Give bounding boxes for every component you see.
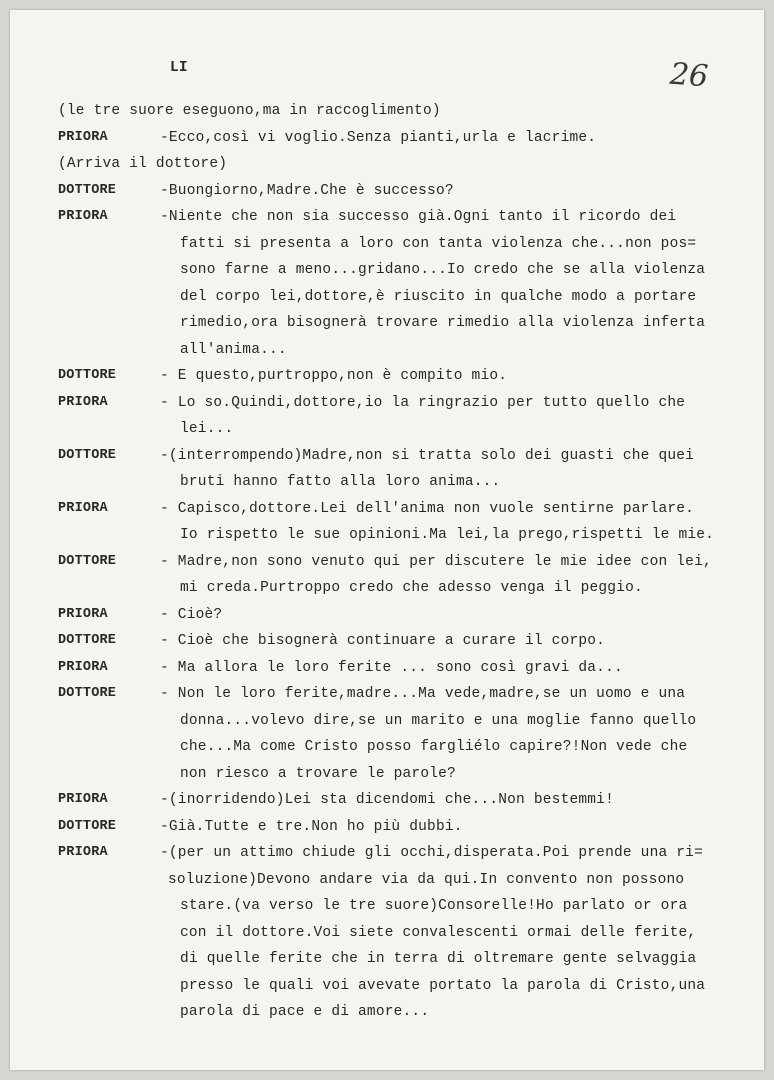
speaker-name: DOTTORE (58, 818, 117, 834)
dialogue-text: fatti si presenta a loro con tanta violenza che...non pos= (180, 235, 697, 252)
script-line (58, 973, 758, 1000)
dialogue-text: -Buongiorno,Madre.Che è successo? (160, 182, 454, 199)
script-line (58, 98, 758, 125)
dialogue-text: -(per un attimo chiude gli occhi,disperata.Poi prende una ri= (160, 845, 703, 861)
script-line (58, 443, 758, 470)
script-line (58, 310, 758, 337)
script-line (58, 231, 758, 258)
speaker-name: PRIORA (58, 209, 108, 224)
speaker-name: DOTTORE (58, 553, 117, 569)
script-line (58, 390, 758, 417)
dialogue-text: - Lo so.Quindi,dottore,io la ringrazio per tutto quello che (160, 394, 686, 411)
dialogue-text: -(interrompendo)Madre,non si tratta solo dei guasti che quei (160, 447, 695, 464)
script-line (58, 469, 758, 496)
speaker-name: PRIORA (58, 792, 108, 807)
script-line (58, 787, 758, 814)
typewritten-page (10, 10, 764, 1070)
script-line (58, 257, 758, 284)
script-line (58, 734, 758, 761)
dialogue-text: -(inorridendo)Lei sta dicendomi che...Non bestemmi! (160, 792, 614, 808)
dialogue-text: - Cioè che bisognerà continuare a curare il corpo. (160, 633, 606, 649)
dialogue-text: -Ecco,così vi voglio.Senza pianti,urla e lacrime. (160, 129, 597, 146)
dialogue-text: - Ma allora le loro ferite ... sono così gravi da... (160, 659, 623, 676)
dialogue-text: parola di pace e di amore... (180, 1004, 430, 1020)
speaker-name: DOTTORE (58, 368, 117, 383)
script-line (58, 840, 758, 867)
dialogue-text: Io rispetto le sue opinioni.Ma lei,la prego,rispetti le mie. (180, 527, 715, 543)
dialogue-text: stare.(va verso le tre suore)Consorelle!Ho parlato or ora (180, 898, 688, 914)
dialogue-text: che...Ma come Cristo posso fargliélo capire?!Non vede che (180, 739, 688, 755)
speaker-name: DOTTORE (58, 447, 117, 463)
dialogue-text: - Non le loro ferite,madre...Ma vede,madre,se un uomo e una (160, 686, 686, 702)
script-line (58, 761, 758, 788)
dialogue-text: con il dottore.Voi siete convalescenti ormai delle ferite, (180, 924, 697, 941)
script-line (58, 893, 758, 920)
script-line (58, 522, 758, 549)
script-line (58, 416, 758, 443)
script-line (58, 602, 758, 629)
script-line (58, 946, 758, 973)
script-line (58, 496, 758, 523)
speaker-name: PRIORA (58, 606, 108, 622)
speaker-name: PRIORA (58, 394, 108, 410)
script-line (58, 920, 758, 947)
dialogue-text: bruti hanno fatto alla loro anima... (180, 474, 501, 490)
speaker-name: PRIORA (58, 129, 108, 145)
stage-direction: (le tre suore eseguono,ma in raccoglimento) (58, 103, 441, 119)
speaker-name: PRIORA (58, 845, 108, 860)
dialogue-text: del corpo lei,dottore,è riuscito in qualche modo a portare (180, 288, 697, 305)
dialogue-text: mi creda.Purtroppo credo che adesso venga il peggio. (180, 580, 643, 596)
dialogue-text: di quelle ferite che in terra di oltremare gente selvaggia (180, 951, 697, 967)
dialogue-text: - Cioè? (160, 606, 223, 623)
script-line (58, 655, 758, 682)
dialogue-text: - E questo,purtroppo,non è compito mio. (160, 368, 508, 384)
script-line (58, 814, 758, 841)
dialogue-text: -Già.Tutte e tre.Non ho più dubbi. (160, 818, 463, 835)
script-line (58, 575, 758, 602)
script-line (58, 337, 758, 364)
speaker-name: PRIORA (58, 659, 108, 675)
dialogue-text: donna...volevo dire,se un marito e una moglie fanno quello (180, 712, 697, 729)
script-body (58, 98, 758, 1026)
dialogue-text: - Capisco,dottore.Lei dell'anima non vuole sentirne parlare. (160, 500, 695, 517)
script-line (58, 204, 758, 231)
script-line (58, 363, 758, 390)
script-line (58, 151, 758, 178)
speaker-name: PRIORA (58, 500, 108, 516)
chapter-heading: LI (170, 60, 188, 76)
script-line (58, 628, 758, 655)
dialogue-text: all'anima... (180, 341, 287, 358)
script-line (58, 681, 758, 708)
script-line (58, 867, 758, 894)
dialogue-text: presso le quali voi avevate portato la parola di Cristo,una (180, 977, 706, 994)
dialogue-text: lei... (180, 421, 234, 437)
dialogue-text: soluzione)Devono andare via da qui.In convento non possono (168, 871, 685, 888)
speaker-name: DOTTORE (58, 686, 117, 701)
dialogue-text: sono farne a meno...gridano...Io credo che se alla violenza (180, 262, 706, 278)
handwritten-page-number: 26 (668, 56, 710, 95)
dialogue-text: rimedio,ora bisognerà trovare rimedio alla violenza inferta (180, 315, 706, 331)
script-line (58, 708, 758, 735)
script-line (58, 178, 758, 205)
script-line (58, 284, 758, 311)
dialogue-text: non riesco a trovare le parole? (180, 765, 456, 782)
script-line (58, 125, 758, 152)
dialogue-text: -Niente che non sia successo già.Ogni tanto il ricordo dei (160, 209, 677, 225)
stage-direction: (Arriva il dottore) (58, 156, 228, 172)
speaker-name: DOTTORE (58, 633, 117, 648)
dialogue-text: - Madre,non sono venuto qui per discutere le mie idee con lei, (160, 553, 712, 570)
script-line (58, 549, 758, 576)
script-line (58, 999, 758, 1026)
speaker-name: DOTTORE (58, 182, 117, 198)
